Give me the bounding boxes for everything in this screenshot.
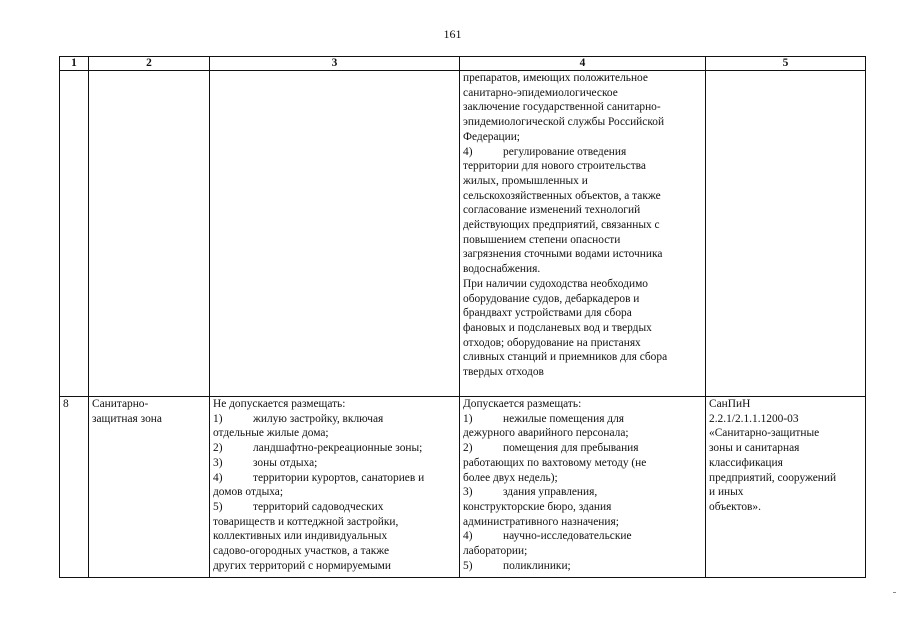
text-line: санитарно-эпидемиологическое <box>463 86 618 99</box>
list-text: территории курортов, санаториев и <box>253 471 425 484</box>
column-header-5: 5 <box>706 57 866 71</box>
text-line: жилых, промышленных и <box>463 174 588 187</box>
text-line: согласование изменений технологий <box>463 204 641 217</box>
list-item-line <box>213 456 456 471</box>
permitted-uses-cell <box>460 397 706 578</box>
list-item-line <box>213 500 456 515</box>
cell-continuation-col2 <box>89 71 210 397</box>
cell-continuation-col1 <box>60 71 89 397</box>
column-header-3: 3 <box>210 57 460 71</box>
reference-line: классификация <box>709 456 783 469</box>
list-text: регулирование отведения <box>503 145 627 158</box>
text-line: конструкторские бюро, здания <box>463 500 612 513</box>
column-header-4: 4 <box>460 57 706 71</box>
row-number: 8 <box>60 397 89 578</box>
list-text: здания управления, <box>503 486 598 499</box>
list-text: территорий садоводческих <box>253 500 384 513</box>
text-line: повышением степени опасности <box>463 233 621 246</box>
list-number: 2) <box>463 442 473 455</box>
text-line: коллективных или индивидуальных <box>213 530 388 543</box>
text-line: более двух недель); <box>463 471 558 484</box>
cell-continuation-col5 <box>706 71 866 397</box>
list-text: ландшафтно-рекреационные зоны; <box>253 442 423 455</box>
text-line: действующих предприятий, связанных с <box>463 219 660 232</box>
page-number: 161 <box>443 27 462 41</box>
list-number: 1) <box>213 412 223 425</box>
table-header-row <box>60 57 866 71</box>
scan-artifact <box>893 592 896 593</box>
text-line: лаборатории; <box>463 545 528 558</box>
normative-reference-cell <box>706 397 866 578</box>
text-line: садово-огородных участков, а также <box>213 545 390 558</box>
list-item-line <box>463 441 702 456</box>
text-line: территории для нового строительства <box>463 160 646 173</box>
text-line: отдельные жилые дома; <box>213 427 329 440</box>
text-line: препаратов, имеющих положительное <box>463 72 648 84</box>
column-header-2: 2 <box>89 57 210 71</box>
list-number: 4) <box>463 530 473 543</box>
list-item-line <box>213 412 456 427</box>
text-line: административного назначения; <box>463 515 619 528</box>
text-line: дежурного аварийного персонала; <box>463 427 629 440</box>
reference-line: СанПиН <box>709 398 751 410</box>
text-line: водоснабжения. <box>463 263 541 276</box>
text-line: товариществ и коттеджной застройки, <box>213 515 399 528</box>
list-text: помещения для пребывания <box>503 442 639 455</box>
regulation-table <box>59 56 866 578</box>
list-text: поликлиники; <box>503 559 571 572</box>
zone-name-cell <box>89 397 210 578</box>
list-text: зоны отдыха; <box>253 456 318 469</box>
list-item-line <box>213 471 456 486</box>
text-line: загрязнения сточными водами источника <box>463 248 663 261</box>
list-item-line <box>463 559 702 574</box>
list-number: 4) <box>213 471 223 484</box>
list-number: 3) <box>463 486 473 499</box>
cell-continuation-col4 <box>460 71 706 397</box>
text-line: сливных станций и приемников для сбора <box>463 351 668 364</box>
text-line: Федерации; <box>463 130 520 143</box>
text-line: домов отдыха; <box>213 486 283 499</box>
list-number: 5) <box>213 500 223 513</box>
text-line: брандвахт устройствами для сбора <box>463 307 632 320</box>
text-line: При наличии судоходства необходимо <box>463 277 648 290</box>
text-line: Не допускается размещать: <box>213 398 346 410</box>
text-line: других территорий с нормируемыми <box>213 559 391 572</box>
column-header-1: 1 <box>60 57 89 71</box>
reference-line: зоны и санитарная <box>709 442 800 455</box>
text-line: Допускается размещать: <box>463 398 582 410</box>
zone-name-line: защитная зона <box>92 412 162 425</box>
text-line: заключение государственной санитарно- <box>463 101 661 114</box>
zone-name-line: Санитарно- <box>92 398 149 410</box>
text-line: эпидемиологической службы Российской <box>463 116 665 129</box>
text-line: работающих по вахтовому методу (не <box>463 456 647 469</box>
text-line: сельскохозяйственных объектов, а также <box>463 189 661 202</box>
list-number: 3) <box>213 456 223 469</box>
table-row-8 <box>60 397 866 578</box>
prohibited-uses-cell <box>210 397 460 578</box>
reference-line: предприятий, сооружений <box>709 471 837 484</box>
list-item-line <box>463 485 702 500</box>
list-item-line <box>213 441 456 456</box>
reference-line: «Санитарно-защитные <box>709 427 820 440</box>
reference-line: 2.2.1/2.1.1.1200-03 <box>709 412 799 425</box>
text-line: оборудование судов, дебаркадеров и <box>463 292 640 305</box>
list-text: жилую застройку, включая <box>253 412 384 425</box>
list-number: 2) <box>213 442 223 455</box>
cell-continuation-col3 <box>210 71 460 397</box>
list-number: 5) <box>463 559 473 572</box>
list-number: 1) <box>463 412 473 425</box>
text-line: фановых и подсланевых вод и твердых <box>463 321 652 334</box>
list-text: научно-исследовательские <box>503 530 632 543</box>
table-row-continuation <box>60 71 866 397</box>
reference-line: и иных <box>709 486 744 499</box>
list-text: нежилые помещения для <box>503 412 625 425</box>
reference-line: объектов». <box>709 500 761 513</box>
text-line: отходов; оборудование на пристанях <box>463 336 641 349</box>
list-number: 4) <box>463 145 473 158</box>
text-line: твердых отходов <box>463 366 544 379</box>
list-item-line <box>463 412 702 427</box>
list-item-line <box>463 145 702 160</box>
list-item-line <box>463 529 702 544</box>
